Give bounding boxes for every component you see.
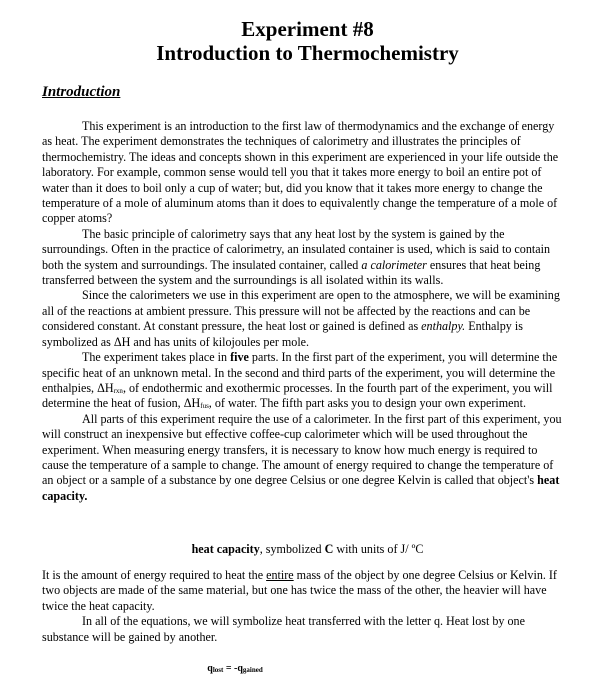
- formula-gained-subscript: gained: [242, 666, 263, 674]
- paragraph-4-text-a: The experiment takes place in: [82, 350, 231, 365]
- enthalpy-term: enthalpy.: [421, 319, 466, 334]
- paragraph-4-text-c: , of endothermic and exothermic processes. In the fourth part of the experiment, you will determine the heat of fusion, ΔH: [42, 380, 553, 411]
- heat-transfer-formula: [0, 661, 470, 676]
- paragraph-2-text-b: ensures that heat being transferred between the system and the surroundings is all isolated within its walls.: [42, 257, 541, 288]
- paragraph-6-text-a: It is the amount of energy required to heat the: [42, 568, 267, 582]
- paragraph-1: This experiment is an introduction to the first law of thermodynamics and the exchange of energy as heat. The experiment demonstrates the techniques of calorimetry and illustrates the principles of thermochemistry. The ideas and concepts shown in this experiment are experienced in your life outside the laboratory. For example, common sense would tell you that it takes more energy to boil an entire pot of water than it does to boil only a cup of water; but, did you know that it takes more energy to change the temperature of a mole of aluminum atoms than it does to equivalently change the temperature of a mole of copper atoms?: [42, 119, 559, 226]
- experiment-subject-title: Introduction to Thermochemistry: [156, 41, 459, 65]
- formula-equals: = -: [223, 663, 238, 674]
- experiment-number-title: Experiment #8: [241, 17, 374, 41]
- rxn-subscript: rxn: [113, 386, 123, 395]
- entire-underlined: entire: [266, 568, 294, 582]
- paragraph-4-text-d: , of water. The fifth part asks you to design your own experiment.: [208, 396, 526, 411]
- fus-subscript: fus: [200, 402, 209, 411]
- paragraph-6: [42, 568, 562, 614]
- paragraph-4-text-b: parts. In the first part of the experiment, you will determine the specific heat of an unknown metal. In the second and third parts of the experiment, you will determine the enthalpies, ΔH: [42, 350, 558, 395]
- heat-capacity-term: heat capacity.: [42, 473, 560, 503]
- five-parts-emphasis: five: [230, 350, 249, 365]
- calorimeter-term: a calorimeter: [361, 257, 427, 272]
- paragraph-5: [42, 412, 562, 504]
- paragraph-2: [42, 227, 562, 289]
- paragraph-7: In all of the equations, we will symbolize heat transferred with the letter q. Heat lost by one substance will be gained by another.: [42, 614, 525, 644]
- post-definition-body: [42, 568, 562, 645]
- paragraph-3: [42, 288, 562, 350]
- paragraph-6-text-b: mass of the object by one degree Celsius or Kelvin. If two objects are made of the same material, but one has twice the mass of the other, the heavier will have twice the heat capacity.: [42, 568, 557, 613]
- introduction-body: [42, 119, 562, 504]
- formula-lost-subscript: lost: [212, 666, 224, 674]
- formula-q-lost: q: [207, 663, 213, 674]
- definition-mid: , symbolized: [259, 542, 325, 556]
- paragraph-3-text-b: Enthalpy is symbolized as ΔH and has units of kilojoules per mole.: [42, 319, 523, 349]
- paragraph-5-text-a: All parts of this experiment require the use of a calorimeter. In the first part of this experiment, you will construct an inexpensive but effective coffee-cup calorimeter which will be used throughout the experiment. When measuring energy transfers, it is necessary to know how much energy is required to cause the temperature of a sample to change. The amount of energy required to change the temperature of an object or a sample of a substance by one degree Celsius or one degree Kelvin is called that object's: [42, 411, 562, 488]
- heat-capacity-definition: [0, 542, 615, 557]
- paragraph-2-text-a: The basic principle of calorimetry says that any heat lost by the system is gained by the surroundings. Often in the practice of calorimetry, an insulated container is used, which is said to contain both the system and surroundings. The insulated container, called: [42, 226, 551, 272]
- paragraph-3-text-a: Since the calorimeters we use in this experiment are open to the atmosphere, we will be examining all of the reactions at ambient pressure. This pressure will not be affected by the reactions and can be considered constant. At constant pressure, the heat lost or gained is defined as: [42, 288, 560, 334]
- definition-units: with units of J/ ºC: [333, 542, 424, 556]
- formula-q-gained: q: [237, 663, 243, 674]
- paragraph-4: [42, 350, 562, 412]
- definition-term: heat capacity: [191, 542, 260, 556]
- section-heading-introduction: Introduction: [42, 84, 121, 100]
- definition-symbol: C: [324, 542, 334, 556]
